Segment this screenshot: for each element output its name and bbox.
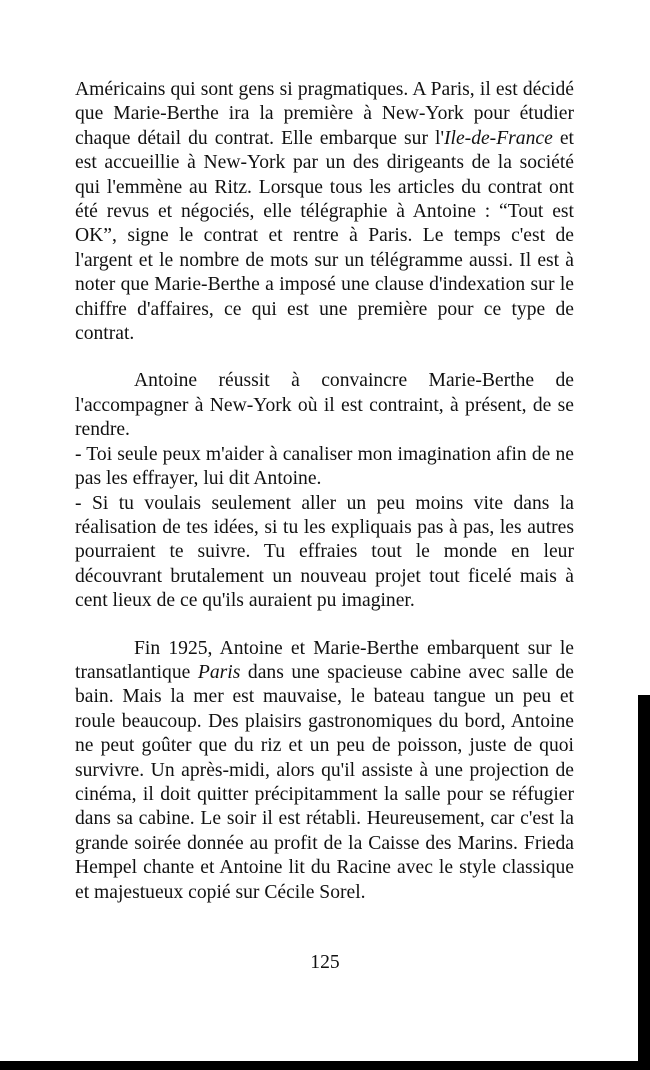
dialogue-line-1: - Toi seule peux m'aider à canaliser mon imagination afin de ne pas les effrayer, lui dit Antoine.	[75, 443, 574, 490]
paragraph-3-text-end: dans une spacieuse cabine avec salle de bain. Mais la mer est mauvaise, le bateau tangue un peu et roule beaucoup. Des plaisirs gastronomiques du bord, Antoine ne peut goûter que du riz et un peu de poisson, juste de quoi survivre. Un après-midi, alors qu'il assiste à une projection de cinéma, il doit quitter précipitamment la salle pour se réfugier dans sa cabine. Le soir il est rétabli. Heureusement, car c'est la grande soirée donnée au profit de la Caisse des Marins. Frieda Hempel chante et Antoine lit du Racine avec le style classique et majestueux copié sur Cécile Sorel.	[75, 661, 574, 903]
ship-name-paris: Paris	[197, 661, 241, 683]
page-number: 125	[310, 952, 340, 973]
paragraph-3	[75, 637, 574, 905]
paragraph-3-text-start: Fin 1925, Antoine et Marie-Berthe embarquent sur le transatlantique	[75, 637, 574, 683]
paragraph-1	[75, 78, 574, 346]
scan-edge-bottom	[0, 1061, 650, 1070]
ship-name-ile-de-france: Ile-de-France	[444, 127, 553, 149]
paragraph-2: Antoine réussit à convaincre Marie-Berthe de l'accompagner à New-York où il est contraint, à présent, de se rendre.	[75, 370, 574, 441]
paragraph-1-text-end: et est accueillie à New-York par un des dirigeants de la société qui l'emmène au Ritz. Lorsque tous les articles du contrat ont été revus et négociés, elle télégraphie à Antoine : “Tout est OK”, signe le contrat et rentre à Paris. Le temps c'est de l'argent et le nombre de mots sur un télégramme aussi. Il est à noter que Marie-Berthe a imposé une clause d'indexation sur le chiffre d'affaires, ce qui est une première pour ce type de contrat.	[75, 127, 574, 345]
page-body	[75, 78, 574, 905]
paragraph-1-text-start: Américains qui sont gens si pragmatiques. A Paris, il est décidé que Marie-Berthe ira la première à New-York pour étudier chaque détail du contrat. Elle embarque sur l'	[75, 79, 574, 149]
dialogue-line-2: - Si tu voulais seulement aller un peu moins vite dans la réalisation de tes idées, si tu les expliquais pas à pas, les autres pourraient te suivre. Tu effraies tout le monde en leur découvrant brutalement un nouveau projet tout ficelé mais à cent lieux de ce qu'ils auraient pu imaginer.	[75, 492, 574, 612]
scan-edge-right	[638, 695, 650, 1070]
